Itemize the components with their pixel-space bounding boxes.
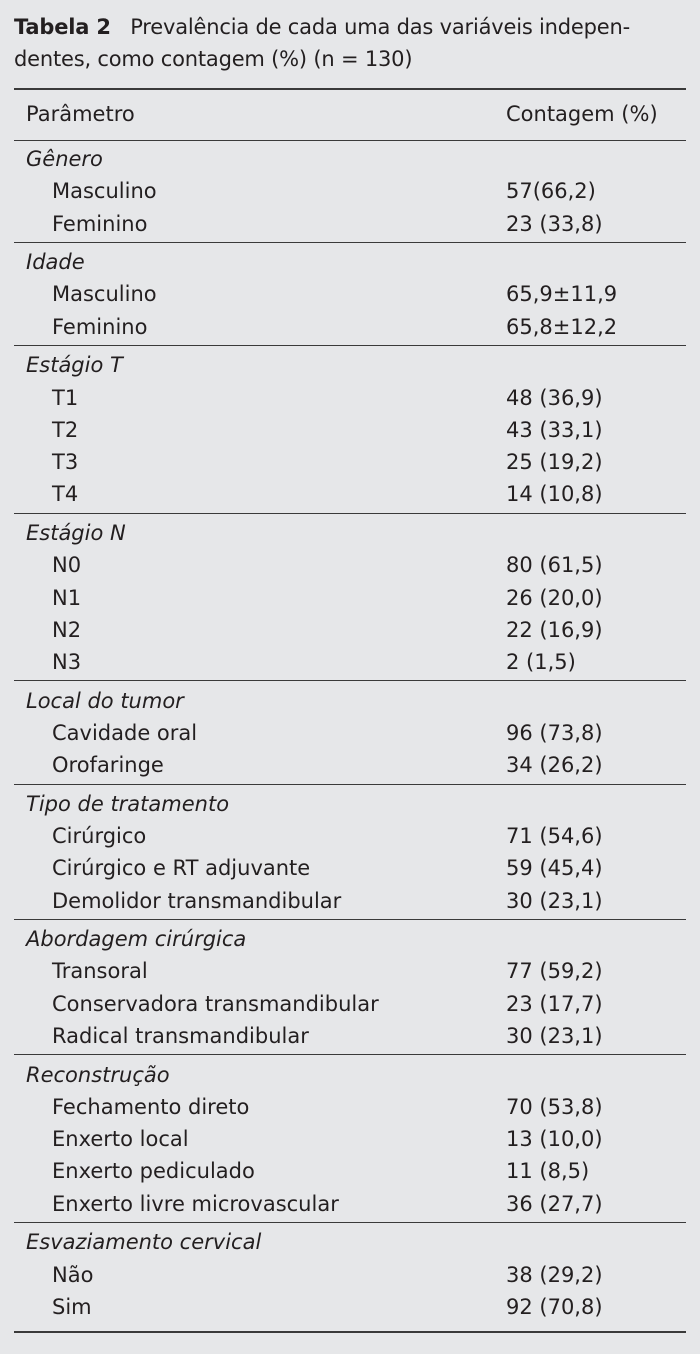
row-count: 22 (16,9) xyxy=(506,617,603,642)
row-count: 77 (59,2) xyxy=(506,959,603,984)
caption-line-2: dentes, como contagem (%) (n = 130) xyxy=(14,47,413,71)
row-count: 70 (53,8) xyxy=(506,1094,603,1119)
row-count: 23 (33,8) xyxy=(506,211,603,236)
table-row xyxy=(0,208,700,240)
category-row xyxy=(0,1059,700,1091)
row-label: Masculino xyxy=(52,179,157,204)
row-count: 71 (54,6) xyxy=(506,824,603,848)
table-row xyxy=(0,311,700,343)
header-count: Contagem (%) xyxy=(506,102,658,126)
row-label: Demolidor transmandibular xyxy=(52,888,342,913)
category-title: Idade xyxy=(26,250,85,275)
table-row xyxy=(0,988,700,1020)
row-count: 96 (73,8) xyxy=(506,720,603,745)
table-row xyxy=(0,1155,700,1187)
table-row xyxy=(0,820,700,852)
row-label: Não xyxy=(52,1262,94,1287)
category-row xyxy=(0,923,700,955)
table-row xyxy=(0,646,700,678)
table-row xyxy=(0,549,700,581)
row-count: 65,9±11,9 xyxy=(506,282,618,307)
category-row xyxy=(0,349,700,381)
caption-line-1 xyxy=(14,11,690,43)
row-label: Feminino xyxy=(52,314,148,339)
table-row xyxy=(0,749,700,781)
row-label: T3 xyxy=(52,450,79,475)
bottom-rule xyxy=(14,1331,686,1333)
row-count: 14 (10,8) xyxy=(506,482,603,507)
table-row xyxy=(0,885,700,917)
row-label: T4 xyxy=(52,482,79,507)
table-row xyxy=(0,446,700,478)
row-label: Enxerto livre microvascular xyxy=(52,1191,339,1216)
table-row xyxy=(0,955,700,987)
row-count: 2 (1,5) xyxy=(506,650,576,675)
table-row xyxy=(0,382,700,414)
category-row xyxy=(0,1226,700,1258)
row-label: Cirúrgico xyxy=(52,824,147,848)
row-count: 11 (8,5) xyxy=(506,1159,590,1184)
table-row xyxy=(0,414,700,446)
table-row xyxy=(0,582,700,614)
header-rule xyxy=(14,140,686,141)
row-label: N3 xyxy=(52,650,82,675)
category-row xyxy=(0,788,700,820)
row-label: Fechamento direto xyxy=(52,1094,250,1119)
group-divider xyxy=(14,345,686,346)
row-count: 65,8±12,2 xyxy=(506,314,618,339)
group-divider xyxy=(14,1054,686,1055)
category-row xyxy=(0,143,700,175)
table-row xyxy=(0,614,700,646)
row-count: 30 (23,1) xyxy=(506,888,603,913)
row-count: 26 (20,0) xyxy=(506,585,603,610)
category-row xyxy=(0,246,700,278)
table-row xyxy=(0,1259,700,1291)
row-label: Conservadora transmandibular xyxy=(52,991,379,1016)
table-row xyxy=(0,175,700,207)
group-divider xyxy=(14,784,686,785)
row-label: Cavidade oral xyxy=(52,720,198,745)
table-row xyxy=(0,1091,700,1123)
row-count: 43 (33,1) xyxy=(506,417,603,442)
row-count: 48 (36,9) xyxy=(506,385,603,410)
row-count: 36 (27,7) xyxy=(506,1191,603,1216)
row-count: 23 (17,7) xyxy=(506,991,603,1016)
table-row xyxy=(0,278,700,310)
row-label: Radical transmandibular xyxy=(52,1024,309,1048)
row-label: N2 xyxy=(52,617,82,642)
table-row xyxy=(0,1188,700,1220)
group-divider xyxy=(14,919,686,920)
category-title: Estágio N xyxy=(26,520,126,545)
row-label: Masculino xyxy=(52,282,157,307)
group-divider xyxy=(14,513,686,514)
table-row xyxy=(0,1291,700,1323)
row-label: Enxerto pediculado xyxy=(52,1159,255,1184)
row-label: T1 xyxy=(52,385,79,410)
group-divider xyxy=(14,242,686,243)
row-label: Feminino xyxy=(52,211,148,236)
category-title: Reconstrução xyxy=(26,1062,170,1087)
row-count: 59 (45,4) xyxy=(506,856,603,881)
table-caption xyxy=(14,11,690,75)
row-label: T2 xyxy=(52,417,79,442)
row-count: 80 (61,5) xyxy=(506,553,603,578)
row-label: N0 xyxy=(52,553,82,578)
row-count: 34 (26,2) xyxy=(506,753,603,778)
row-count: 92 (70,8) xyxy=(506,1294,603,1319)
row-label: Transoral xyxy=(52,959,148,984)
table-row xyxy=(0,717,700,749)
group-divider xyxy=(14,1222,686,1223)
row-count: 57(66,2) xyxy=(506,179,596,204)
header-parameter: Parâmetro xyxy=(26,102,135,126)
table-row xyxy=(0,1123,700,1155)
group-divider xyxy=(14,680,686,681)
row-label: Sim xyxy=(52,1294,92,1319)
row-label: N1 xyxy=(52,585,82,610)
row-label: Cirúrgico e RT adjuvante xyxy=(52,856,311,881)
caption-text-1: Prevalência de cada uma das variáveis indepen- xyxy=(130,15,630,39)
row-label: Orofaringe xyxy=(52,753,164,778)
row-count: 13 (10,0) xyxy=(506,1127,603,1152)
category-title: Esvaziamento cervical xyxy=(26,1230,262,1255)
row-count: 38 (29,2) xyxy=(506,1262,603,1287)
category-row xyxy=(0,685,700,717)
top-rule xyxy=(14,88,686,90)
row-count: 30 (23,1) xyxy=(506,1024,603,1048)
category-title: Local do tumor xyxy=(26,688,184,713)
category-row xyxy=(0,517,700,549)
row-count: 25 (19,2) xyxy=(506,450,603,475)
category-title: Estágio T xyxy=(26,353,123,378)
caption-label: Tabela 2 xyxy=(14,15,111,39)
category-title: Tipo de tratamento xyxy=(26,791,230,816)
table-row xyxy=(0,478,700,510)
row-label: Enxerto local xyxy=(52,1127,189,1152)
table-row xyxy=(0,852,700,884)
category-title: Gênero xyxy=(26,147,103,171)
table-row xyxy=(0,1020,700,1052)
category-title: Abordagem cirúrgica xyxy=(26,927,247,952)
